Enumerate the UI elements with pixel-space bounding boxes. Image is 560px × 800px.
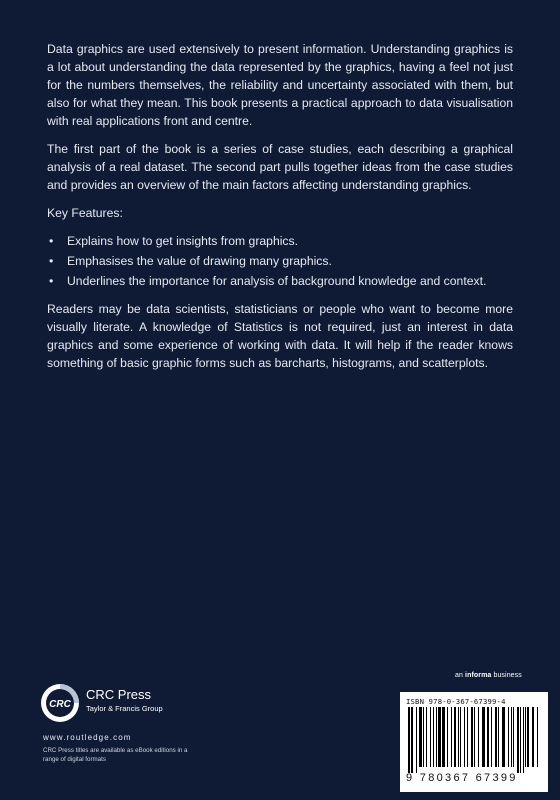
- publisher-group: Taylor & Francis Group: [86, 704, 163, 713]
- blurb-paragraph-2: The first part of the book is a series of case studies, each describing a graphical analysis of a real dataset. The second part pulls together ideas from the case studies and provides an overview of the main factors affecting understanding graphics.: [47, 142, 513, 192]
- publisher-website: www.routledge.com: [43, 733, 132, 742]
- feature-item: [47, 232, 513, 250]
- isbn-label: ISBN 978-0-367-67399-4: [406, 697, 506, 706]
- feature-item: [47, 272, 513, 290]
- blurb-paragraph-1: Data graphics are used extensively to present information. Understanding graphics is a lot about understanding the data represented by the graphics, having a feel not just for the numbers themselves, the reliability and uncertainty associated with them, but also for what they mean. This book presents a practical approach to data visualisation with real applications front and centre.: [47, 42, 513, 128]
- ebook-availability-note: CRC Press titles are available as eBook editions in a range of digital formats: [43, 747, 188, 763]
- blurb-closing-paragraph: Readers may be data scientists, statisticians or people who want to become more visually literate. A knowledge of Statistics is not required, just an interest in data graphics and some experience of working with data. It will help if the reader knows something of basic graphic forms such as barcharts, histograms, and scatterplots.: [47, 302, 513, 370]
- blurb: [47, 40, 513, 382]
- feature-item: [47, 252, 513, 270]
- svg-text:CRC: CRC: [49, 699, 71, 710]
- key-features-list: [47, 232, 513, 290]
- bullet-icon: •: [49, 254, 54, 268]
- bullet-icon: •: [49, 234, 54, 248]
- feature-text: Emphasises the value of drawing many graphics.: [67, 254, 332, 268]
- informa-business-tagline: an informa business: [455, 672, 522, 679]
- feature-text: Explains how to get insights from graphics.: [67, 234, 298, 248]
- publisher-name: CRC Press: [86, 687, 152, 702]
- feature-text: Underlines the importance for analysis of background knowledge and context.: [67, 274, 487, 288]
- crc-press-logo-icon: [40, 683, 80, 723]
- bullet-icon: •: [49, 274, 54, 288]
- barcode-icon: [404, 707, 544, 775]
- barcode-digits: 9 780367 67399: [406, 772, 518, 784]
- key-features-heading: Key Features:: [47, 206, 123, 220]
